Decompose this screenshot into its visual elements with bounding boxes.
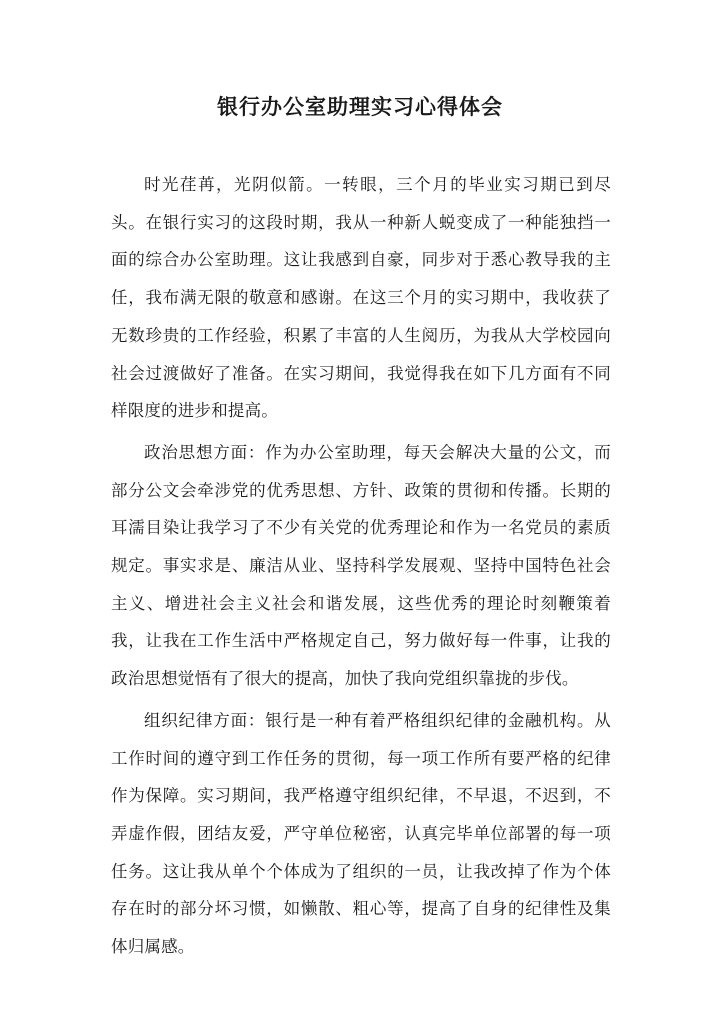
paragraph-organizational-discipline: 组织纪律方面：银行是一种有着严格组织纪律的金融机构。从工作时间的遵守到工作任务的贯彻，每一项工作所有要严格的纪律作为保障。实习期间，我严格遵守组织纪律，不早退，不迟到，不弄虚作假，团结友爱，严守单位秘密，认真完毕单位部署的每一项任务。这让我从单个个体成为了组织的一员，让我改掉了作为个体存在时的部分坏习惯，如懒散、粗心等，提高了自身的纪律性及集体归属感。 xyxy=(111,710,611,957)
paragraph-political-thought: 政治思想方面：作为办公室助理，每天会解决大量的公文，而部分公文会牵涉党的优秀思想、方针、政策的贯彻和传播。长期的耳濡目染让我学习了不少有关党的优秀理论和作为一名党员的素质规定。事实求是、廉洁从业、坚持科学发展观、坚持中国特色社会主义、增进社会主义社会和谐发展，这些优秀的理论时刻鞭策着我，让我在工作生活中严格规定自己，努力做好每一件事，让我的政治思想觉悟有了很大的提高，加快了我向党组织靠拢的步伐。 xyxy=(111,442,611,689)
document-title: 银行办公室助理实习心得体会 xyxy=(217,94,503,119)
document-body xyxy=(111,166,611,970)
paragraph-intro: 时光荏苒，光阴似箭。一转眼，三个月的毕业实习期已到尽头。在银行实习的这段时期，我从一种新人蜕变成了一种能独挡一面的综合办公室助理。这让我感到自豪，同步对于悉心教导我的主任，我布满无限的敬意和感谢。在这三个月的实习期中，我收获了无数珍贵的工作经验，积累了丰富的人生阅历，为我从大学校园向社会过渡做好了准备。在实习期间，我觉得我在如下几方面有不同样限度的进步和提高。 xyxy=(111,175,611,421)
